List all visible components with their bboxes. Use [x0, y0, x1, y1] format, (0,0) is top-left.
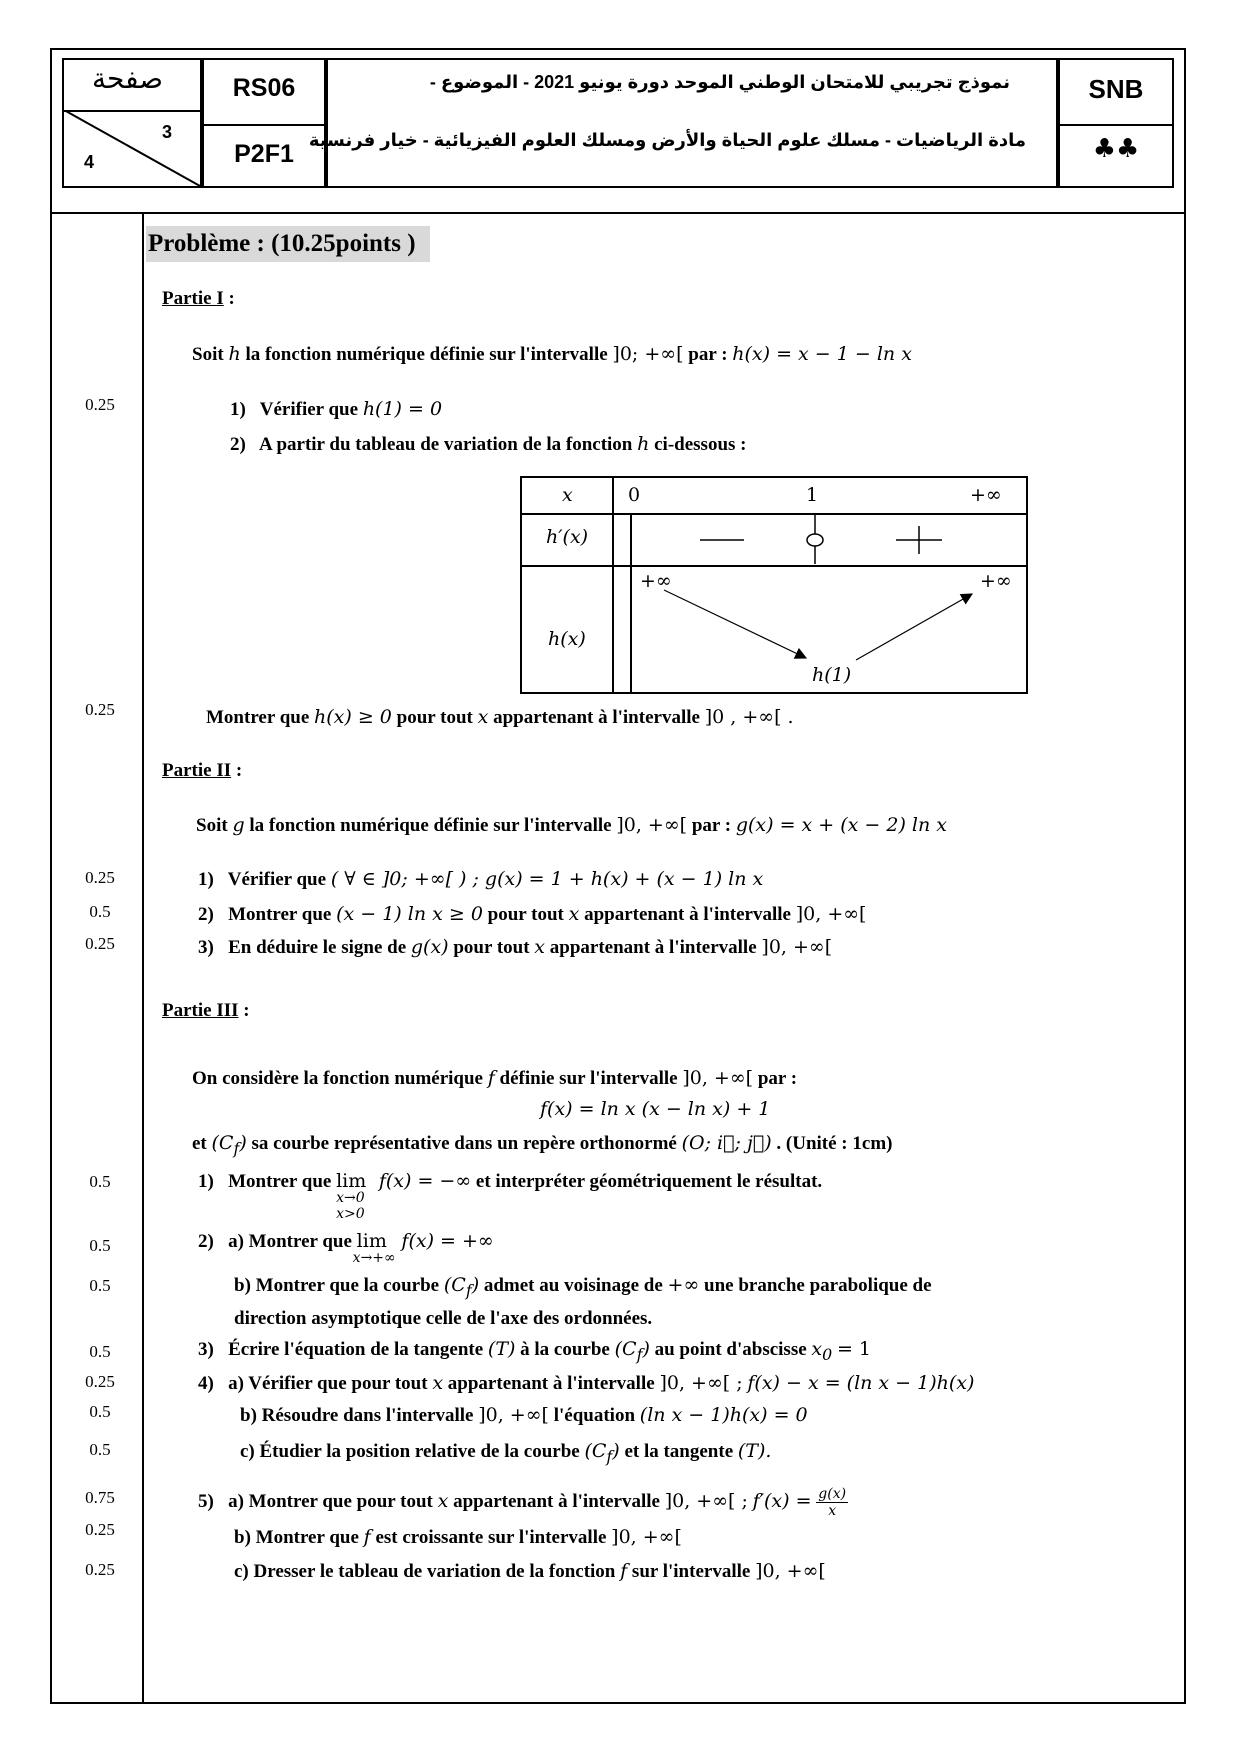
part2-q1: 1) Vérifier que ( ∀ ∈ ]0; +∞[ ) ; g(x) = 1 + h(x) + (x − 1) ln x	[198, 868, 764, 890]
points-margin-line	[142, 214, 144, 1704]
school-name: SNB	[1088, 74, 1144, 104]
points-part3-q2b: 0.5	[89, 1276, 111, 1295]
points-part3-q5a: 0.75	[85, 1488, 115, 1507]
page-label: صفحة	[92, 62, 164, 95]
part3-q5c: c) Dresser le tableau de variation de la fonction f sur l'intervalle ]0, +∞[	[234, 1560, 826, 1582]
vt-deriv-label: h′(x)	[546, 526, 589, 548]
part1-q2: 2) A partir du tableau de variation de la fonction h ci-dessous :	[230, 433, 747, 455]
part2-q3: 3) En déduire le signe de g(x) pour tout x appartenant à l'intervalle ]0, +∞[	[198, 936, 833, 958]
part3-q3: 3) Écrire l'équation de la tangente (T) à la courbe $(C_f)$ au point d'abscisse $x_0 = 1$	[198, 1338, 872, 1364]
vt-left-limit: +∞	[640, 570, 672, 592]
part3-q4a: 4) a) Vérifier que pour tout x appartenant à l'intervalle ]0, +∞[ ; f(x) − x = (ln x − 1)h(x)	[198, 1372, 975, 1394]
vt-right-limit: +∞	[980, 570, 1012, 592]
increasing-arrow	[856, 594, 972, 660]
points-part3-q4b: 0.5	[89, 1402, 111, 1421]
vt-xinf: +∞	[970, 484, 1002, 506]
points-part1-q1: 0.25	[85, 395, 115, 414]
exam-title-line1: نموذج تجريبي للامتحان الوطني الموحد دورة يونيو 2021 - الموضوع -	[429, 72, 1010, 92]
exam-title-line2: مادة الرياضيات - مسلك علوم الحياة والأرض ومسلك العلوم الفيزيائية - خيار فرنسية	[308, 130, 1026, 150]
part1-q1: 1) Vérifier que h(1) = 0	[230, 398, 443, 420]
part3-q4b: b) Résoudre dans l'intervalle ]0, +∞[ l'équation (ln x − 1)h(x) = 0	[240, 1404, 808, 1426]
part1-intro: Soit h la fonction numérique définie sur l'intervalle ]0; +∞[ par : h(x) = x − 1 − ln x	[192, 343, 912, 365]
clubs-symbol: ♣♣	[1092, 134, 1140, 164]
part3-title: Partie III :	[162, 1000, 250, 1021]
page-total: 4	[84, 152, 95, 172]
points-part1-q2: 0.25	[85, 700, 115, 719]
exam-title-box	[308, 58, 1058, 188]
variation-table-h	[520, 476, 1028, 694]
exam-code-box	[202, 58, 326, 188]
zero-circle	[807, 534, 823, 546]
points-part3-q5c: 0.25	[85, 1560, 115, 1579]
part2-title: Partie II :	[162, 760, 243, 781]
vt-x-label: x	[562, 484, 573, 506]
problem-title: Problème : (10.25points )	[146, 226, 430, 262]
part3-q5a: 5) a) Montrer que pour tout x appartenant à l'intervalle ]0, +∞[ ; f′(x) = $\frac{g(x)}{x}$	[198, 1486, 847, 1519]
vt-min-value: h(1)	[812, 664, 852, 686]
part2-intro: Soit g la fonction numérique définie sur l'intervalle ]0, +∞[ par : g(x) = x + (x − 2) ln x	[196, 814, 947, 836]
part3-q5b: b) Montrer que f est croissante sur l'intervalle ]0, +∞[	[234, 1526, 682, 1548]
page-diagonal	[64, 110, 200, 186]
part1-title: Partie I :	[162, 288, 235, 309]
points-part3-q3: 0.5	[89, 1342, 111, 1361]
points-part2-q1: 0.25	[85, 868, 115, 887]
points-part3-q2a: 0.5	[89, 1236, 111, 1255]
vt-x1: 1	[806, 484, 819, 506]
part3-q2b-cont: direction asymptotique celle de l'axe des ordonnées.	[234, 1308, 653, 1329]
part2-q2: 2) Montrer que (x − 1) ln x ≥ 0 pour tout x appartenant à l'intervalle ]0, +∞[	[198, 903, 867, 925]
page-number-box	[62, 58, 202, 188]
points-part3-q4a: 0.25	[85, 1372, 115, 1391]
points-part3-q1: 0.5	[89, 1172, 111, 1191]
exam-code-bottom: P2F1	[234, 140, 294, 168]
part3-curve: et $(C_f)$ sa courbe représentative dans un repère orthonormé (O; i⃗; j⃗) . (Unité : 1cm)	[192, 1132, 893, 1158]
vt-h-label: h(x)	[548, 628, 586, 650]
vt-graphics	[522, 478, 1026, 692]
vt-x0: 0	[628, 484, 641, 506]
points-part2-q3: 0.25	[85, 934, 115, 953]
part3-intro: On considère la fonction numérique f définie sur l'intervalle ]0, +∞[ par :	[192, 1067, 798, 1089]
part3-q1: 1) Montrer que lim x→0 x>0 f(x) = −∞ et interpréter géométriquement le résultat.	[198, 1170, 823, 1222]
exam-code-top: RS06	[232, 74, 296, 102]
page-current: 3	[162, 122, 173, 142]
points-part3-q5b: 0.25	[85, 1520, 115, 1539]
part3-formula: f(x) = ln x (x − ln x) + 1	[540, 1098, 771, 1120]
part1-q2-task: Montrer que h(x) ≥ 0 pour tout x appartenant à l'intervalle ]0 , +∞[ .	[206, 706, 794, 728]
points-part2-q2: 0.5	[89, 902, 111, 921]
part3-q4c: c) Étudier la position relative de la courbe $(C_f)$ et la tangente (T).	[240, 1440, 772, 1466]
part3-q2a: 2) a) Montrer que lim x→+∞ f(x) = +∞	[198, 1230, 494, 1266]
points-part3-q4c: 0.5	[89, 1440, 111, 1459]
part3-q2b: b) Montrer que la courbe $(C_f)$ admet au voisinage de +∞ une branche parabolique de	[234, 1274, 932, 1300]
school-box	[1058, 58, 1174, 188]
decreasing-arrow	[664, 590, 806, 658]
